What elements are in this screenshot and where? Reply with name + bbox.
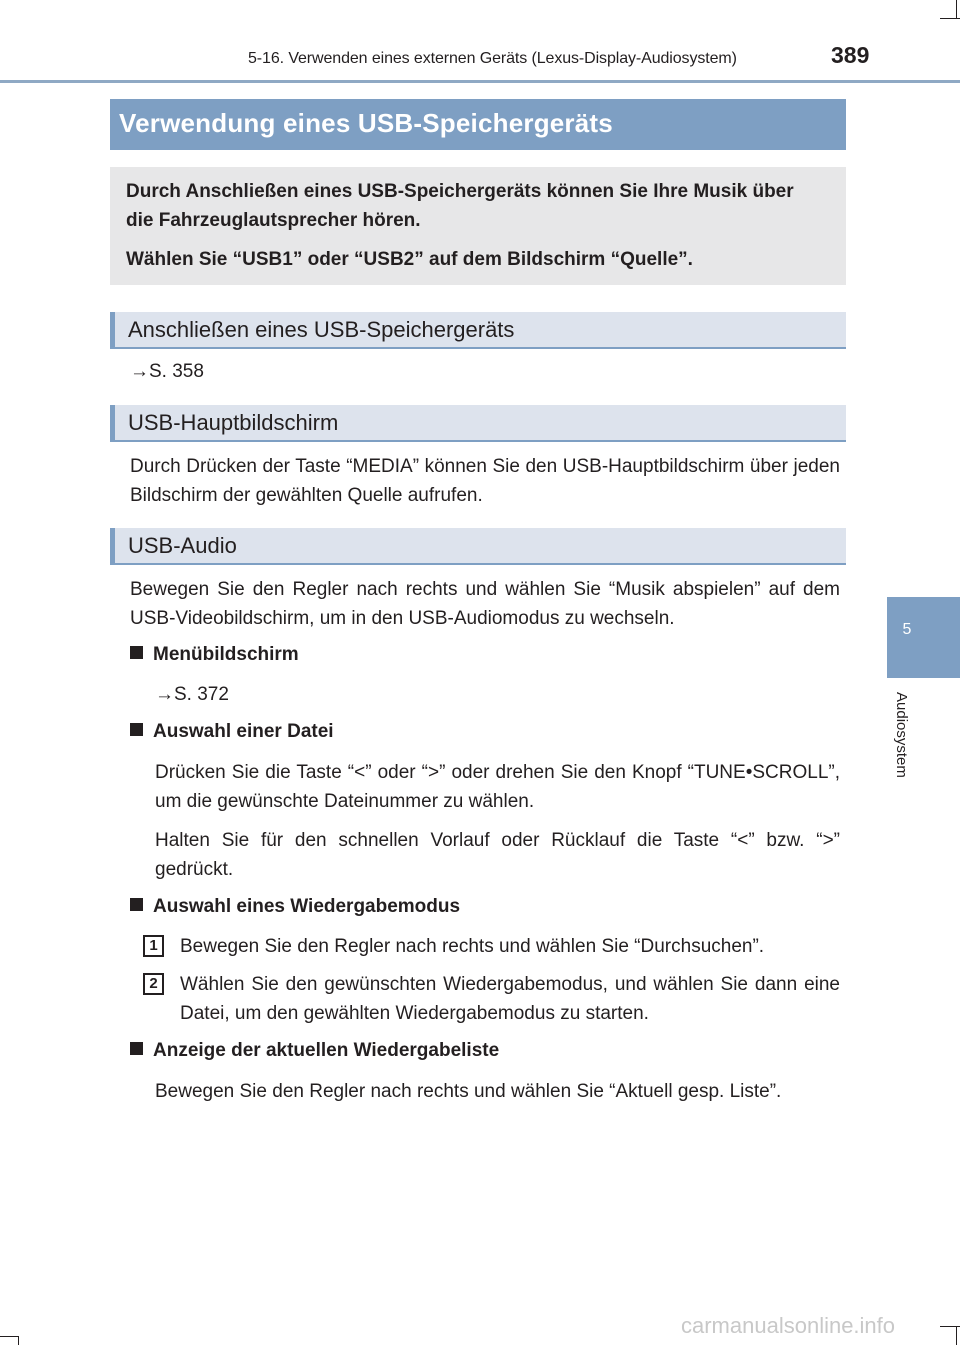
section-marker — [110, 405, 115, 440]
page-reference: →S. 372 — [155, 684, 229, 705]
crop-mark — [956, 0, 957, 18]
intro-line: Durch Anschließen eines USB-Speichergeräts können Sie Ihre Musik über — [126, 181, 794, 202]
intro-box — [110, 167, 846, 285]
running-header: 5-16. Verwenden eines externen Geräts (Lexus-Display-Audiosystem) — [248, 50, 737, 67]
section-marker — [110, 528, 115, 563]
crop-mark — [956, 1326, 957, 1345]
square-bullet-icon — [130, 898, 143, 911]
chapter-label: Audiosystem — [893, 692, 910, 778]
chapter-number: 5 — [902, 621, 912, 638]
subsection-title: Anzeige der aktuellen Wiedergabeliste — [130, 1040, 499, 1062]
header-rule — [0, 80, 960, 83]
section-heading — [110, 312, 846, 349]
intro-line: die Fahrzeuglautsprecher hören. — [126, 210, 421, 231]
paragraph: Drücken Sie die Taste “<” oder “>” oder drehen Sie den Knopf “TUNE•SCROLL”, um die gewünschte Dateinummer zu wählen. — [155, 762, 840, 812]
section-heading-text: Anschließen eines USB-Speichergeräts — [128, 317, 515, 342]
crop-mark — [18, 1336, 19, 1345]
paragraph: Halten Sie für den schnellen Vorlauf oder Rücklauf die Taste “<” bzw. “>” gedrückt. — [155, 830, 840, 880]
square-bullet-icon — [130, 1042, 143, 1055]
section-heading-text: USB-Audio — [128, 533, 237, 558]
crop-mark — [940, 18, 960, 19]
section-marker — [110, 312, 115, 347]
section-heading-text: USB-Hauptbildschirm — [128, 410, 339, 435]
crop-mark — [940, 1326, 960, 1327]
subsection-title: Auswahl einer Datei — [130, 721, 334, 743]
step-number: 2 — [143, 973, 164, 995]
step-text: Wählen Sie den gewünschten Wiedergabemodus, und wählen Sie dann eine Datei, um den gewählten Wiedergabemodus zu starten. — [180, 974, 840, 1024]
section-heading — [110, 405, 846, 442]
page-reference: →S. 358 — [130, 361, 204, 382]
watermark: carmanualsonline.info — [681, 1313, 896, 1338]
page-number: 389 — [831, 42, 870, 68]
subsection-title: Menübildschirm — [130, 644, 299, 666]
square-bullet-icon — [130, 723, 143, 736]
main-title-bar — [110, 99, 846, 150]
step-number: 1 — [143, 935, 164, 957]
subsection-title: Auswahl eines Wiedergabemodus — [130, 896, 460, 918]
paragraph: Durch Drücken der Taste “MEDIA” können Sie den USB-Hauptbildschirm über jeden Bildschirm der gewählten Quelle aufrufen. — [130, 456, 840, 506]
crop-mark — [0, 1336, 18, 1337]
intro-line: Wählen Sie “USB1” oder “USB2” auf dem Bildschirm “Quelle”. — [126, 249, 693, 270]
paragraph: Bewegen Sie den Regler nach rechts und wählen Sie “Aktuell gesp. Liste”. — [155, 1081, 782, 1102]
square-bullet-icon — [130, 646, 143, 659]
paragraph: Bewegen Sie den Regler nach rechts und wählen Sie “Musik abspielen” auf dem USB-Videobildschirm, um in den USB-Audiomodus zu wechseln. — [130, 579, 840, 629]
section-heading — [110, 528, 846, 565]
step-text: Bewegen Sie den Regler nach rechts und wählen Sie “Durchsuchen”. — [180, 936, 765, 957]
page-title: Verwendung eines USB-Speichergeräts — [119, 108, 613, 138]
